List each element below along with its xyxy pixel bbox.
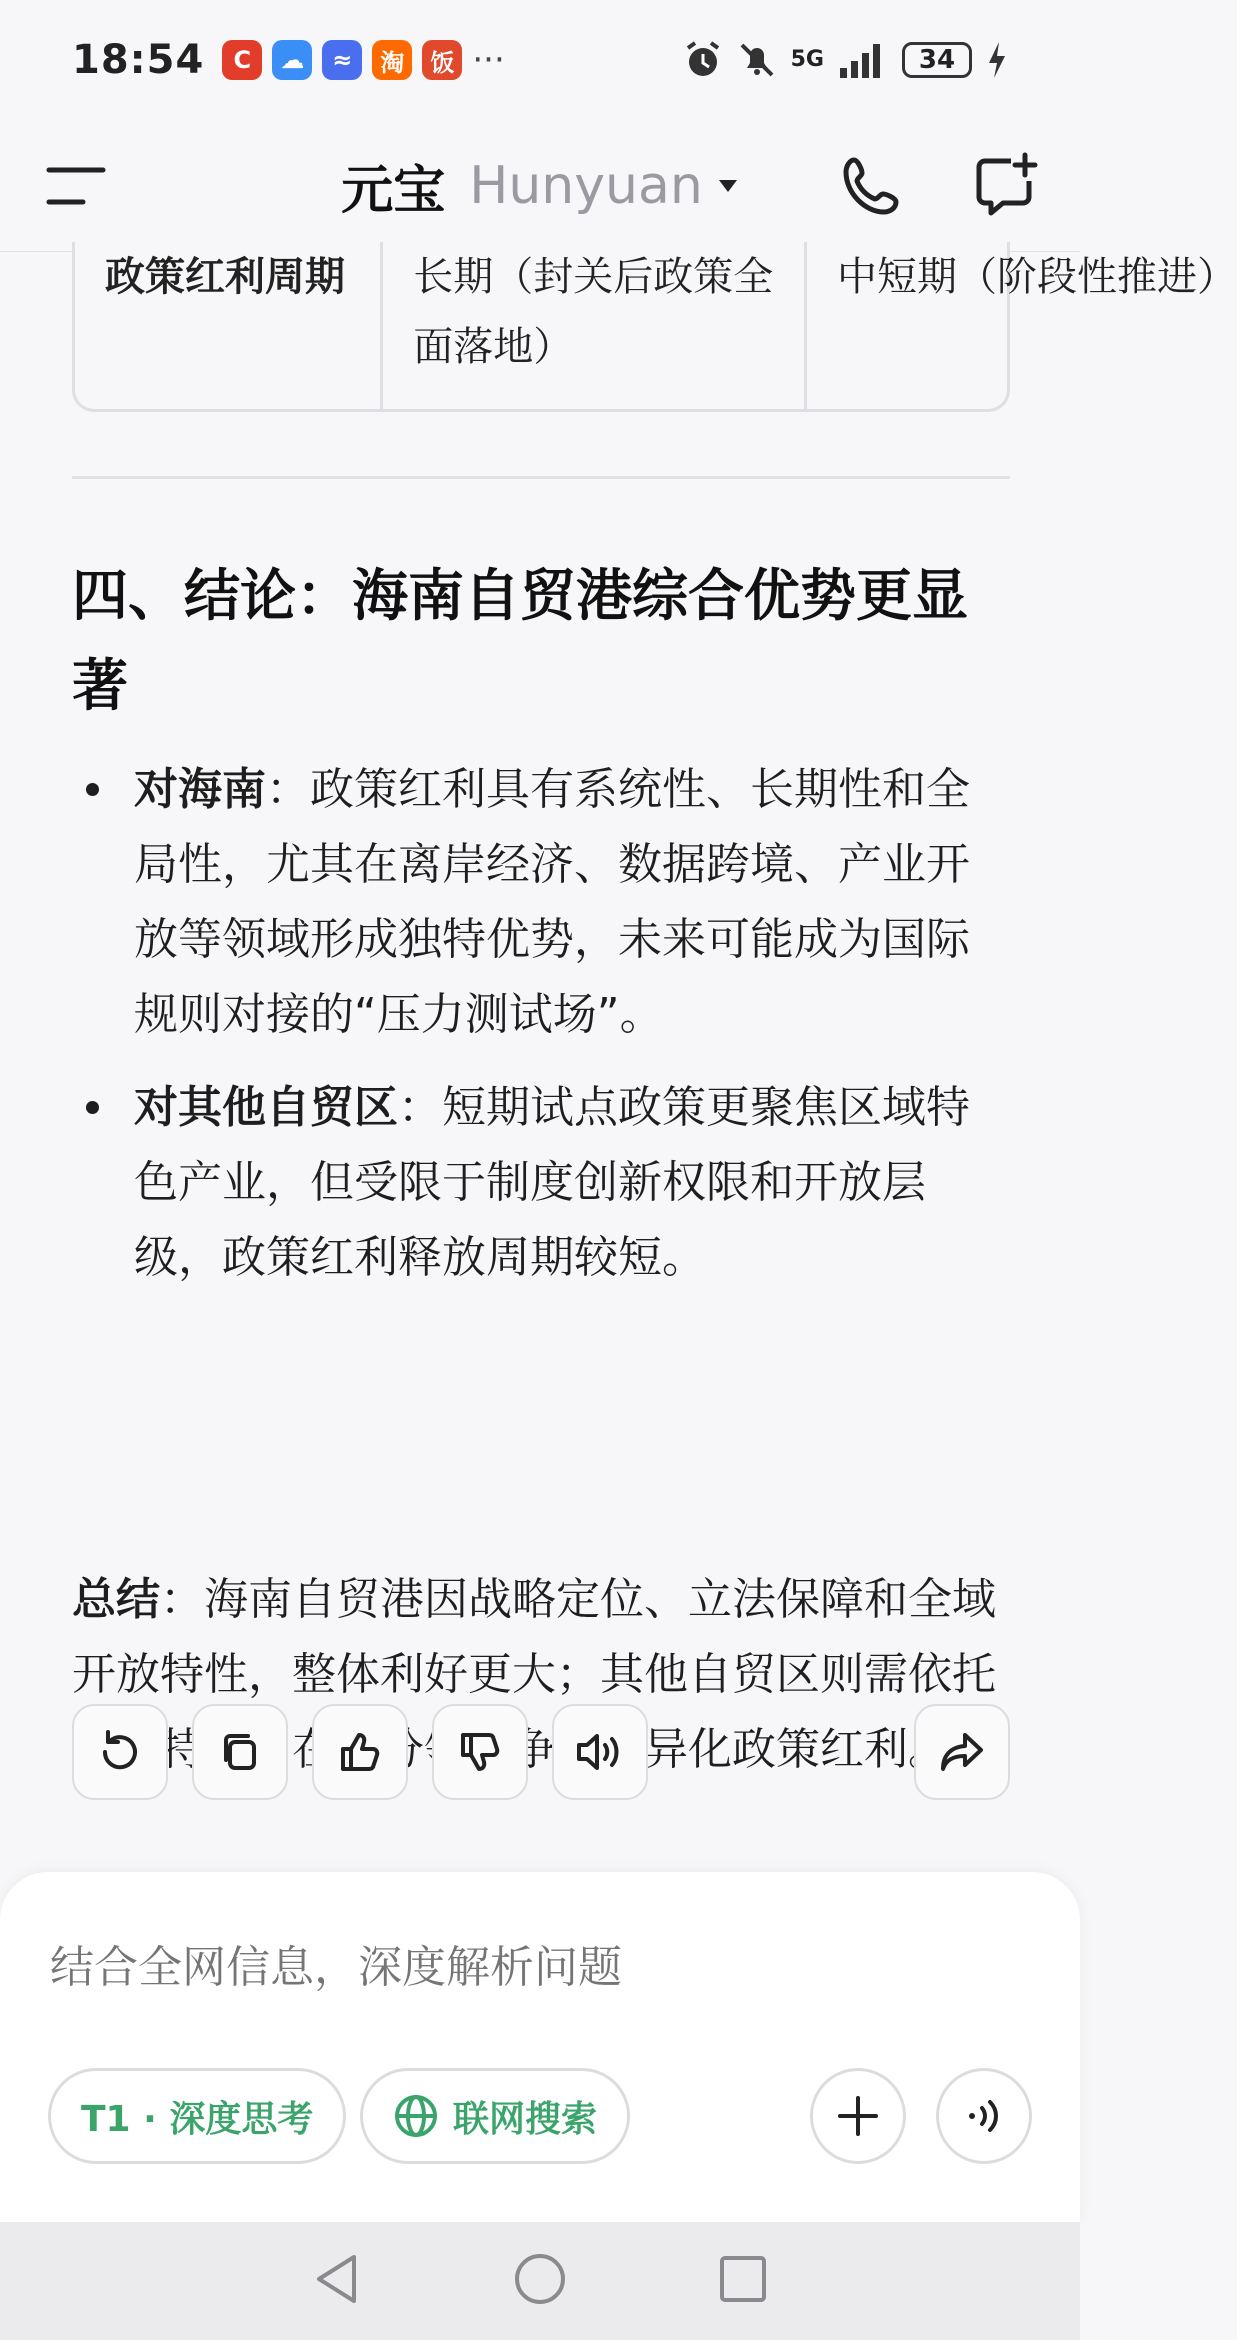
caret-down-icon [717, 178, 739, 194]
taobao-app-icon: 淘 [372, 40, 412, 80]
share-button[interactable] [914, 1704, 1010, 1800]
summary-label: 总结 [72, 1574, 160, 1625]
notification-icons [222, 40, 504, 80]
table-cell: 长期（封关后政策全面落地） [383, 242, 807, 409]
copy-button[interactable] [192, 1704, 288, 1800]
call-button[interactable] [836, 150, 908, 222]
system-nav-bar [0, 2222, 1080, 2340]
model-name: Hunyuan [469, 155, 703, 216]
composer-panel [0, 1872, 1080, 2222]
attach-button[interactable] [810, 2068, 906, 2164]
bullet-text: ：政策红利具有系统性、长期性和全局性，尤其在离岸经济、数据跨境、产业开放等领域形成独特优势，未来可能成为国际规则对接的“压力测试场”。 [134, 764, 970, 1040]
phone-icon [840, 154, 904, 218]
section-divider [72, 476, 1010, 479]
charging-icon [986, 40, 1008, 80]
message-actions [72, 1704, 1010, 1800]
cloud-app-icon: ☁ [272, 40, 312, 80]
bullet-text: ：短期试点政策更聚焦区域特色产业，但受限于制度创新权限和开放层级，政策红利释放周期较短。 [134, 1082, 970, 1283]
status-bar [0, 0, 1080, 120]
conclusion-list [72, 752, 1012, 1313]
model-selector[interactable] [469, 156, 739, 216]
app-title: 元宝 [341, 161, 446, 221]
read-aloud-button[interactable] [552, 1704, 648, 1800]
comparison-table-fragment [72, 242, 1237, 412]
recents-square-icon [718, 2254, 768, 2304]
plus-icon [836, 2094, 880, 2138]
globe-icon [393, 2093, 439, 2139]
more-notifications-icon: ··· [472, 40, 505, 80]
food-app-icon: 饭 [422, 40, 462, 80]
status-time: 18:54 [72, 37, 205, 83]
menu-icon [45, 164, 107, 208]
network-type-label: 5G [790, 47, 824, 72]
regenerate-button[interactable] [72, 1704, 168, 1800]
speaker-icon [573, 1727, 627, 1777]
back-triangle-icon [312, 2252, 362, 2306]
refresh-icon [95, 1727, 145, 1777]
voice-wave-icon [962, 2094, 1006, 2138]
like-button[interactable] [312, 1704, 408, 1800]
list-item [72, 1070, 1012, 1295]
bullet-label: 对其他自贸区 [134, 1082, 398, 1133]
deep-think-toggle[interactable] [48, 2068, 346, 2164]
wave-app-icon: ≈ [322, 40, 362, 80]
chat-content [0, 252, 1237, 1872]
copy-icon [215, 1727, 265, 1777]
thumbs-down-icon [455, 1727, 505, 1777]
menu-button[interactable] [40, 150, 112, 222]
table-cell: 中短期（阶段性推进） [837, 254, 1237, 300]
header-actions [836, 150, 1040, 222]
voice-input-button[interactable] [936, 2068, 1032, 2164]
section-heading: 四、结论：海南自贸港综合优势更显著 [72, 564, 968, 719]
summary-text: ：海南自贸港因战略定位、立法保障和全域开放特性，整体利好更大；其他自贸区则需依托区域特色， 争 差异化政策红利。 [72, 1574, 996, 1775]
dislike-button[interactable] [432, 1704, 528, 1800]
message-input[interactable] [50, 1932, 1030, 2002]
thumbs-up-icon [335, 1727, 385, 1777]
back-button[interactable] [312, 2252, 362, 2310]
web-search-toggle[interactable] [360, 2068, 630, 2164]
app-c-icon: C [222, 40, 262, 80]
battery-indicator: 34 [902, 42, 972, 78]
signal-icon [838, 40, 888, 80]
new-chat-icon [971, 153, 1037, 219]
app-header [0, 120, 1080, 252]
home-circle-icon [512, 2251, 568, 2307]
share-icon [937, 1727, 987, 1777]
system-status-icons [683, 40, 1008, 80]
new-chat-button[interactable] [968, 150, 1040, 222]
recents-button[interactable] [718, 2254, 768, 2308]
list-item [72, 752, 1012, 1052]
bullet-label: 对海南 [134, 764, 266, 815]
deep-think-label: T1 · 深度思考 [81, 2098, 314, 2140]
table-cell: 政策红利周期 [75, 242, 383, 409]
alarm-icon [683, 40, 723, 80]
mute-bell-icon [737, 40, 777, 80]
home-button[interactable] [512, 2251, 568, 2311]
web-search-label: 联网搜索 [453, 2098, 598, 2140]
